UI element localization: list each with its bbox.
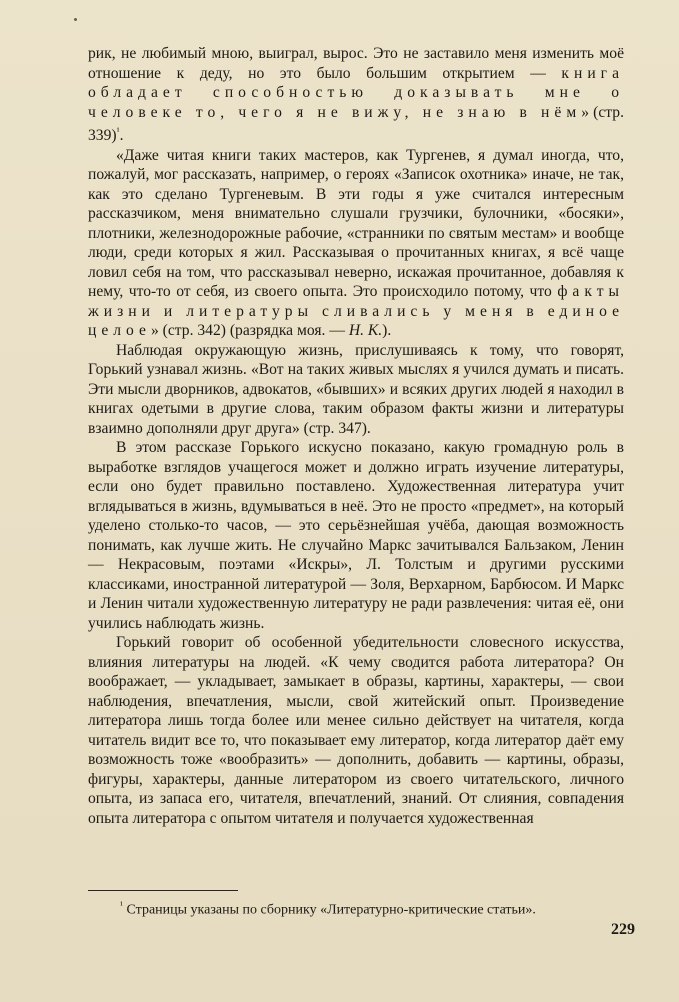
- spaced-emphasis: факты жизни и литературы сливались у меня в единое целое: [88, 283, 624, 340]
- paragraph: [88, 633, 624, 828]
- paragraph: [88, 44, 624, 146]
- footnote: [120, 897, 630, 920]
- print-speck: [74, 18, 77, 21]
- text-run: «Даже читая книги таких мастеров, как Тургенев, я думал иногда, что, пожалуй, мог рассказать, например, о героях «Записок охотника» иначе, не так, как это сделано Тургеневым. В эти годы я уже считался интересным рассказчиком, меня внимательно слушали грузчики, булочники, «босяки», плотники, железнодорожные рабочие, «странники по святым местам» и вообще люди, среди которых я жил. Рассказывая о прочитанных книгах, я всё чаще ловил себя на том, что рассказывал неверно, искажая прочитанное, добавляя к нему, что-то от себя, из своего опыта. Это происходило потому, что: [88, 146, 624, 301]
- footnote-divider: [88, 890, 238, 891]
- paragraph: [88, 146, 624, 341]
- text-run: .: [119, 127, 124, 145]
- text-run: Горький говорит об особенной убедительности словесного искусства, влияния литературы на людей. «К чему сводится работа литератора? Он воображает, — укладывает, замыкает в образы, картины, характеры, — свои наблюдения, впечатления, мысли, свой житейский опыт. Произведение литератора лишь тогда более или менее сильно действует на читателя, когда читатель видит все то, что показывает ему литератор, когда литератор даёт ему возможность тоже «вообразить» — дополнить, добавить — картины, образы, фигуры, характеры, данные литератором из своего читательского, личного опыта, из запаса его, читателя, впечатлений, знаний. От слияния, совпадения опыта литератора с опытом читателя и получается художественная: [88, 634, 624, 827]
- main-text: [88, 44, 624, 828]
- text-run: » (стр. 342) (разрядка моя. —: [150, 322, 349, 340]
- paragraph: [88, 341, 624, 439]
- paragraph: [88, 438, 624, 633]
- footnote-marker: ¹: [120, 900, 123, 911]
- page-number: 229: [611, 921, 635, 938]
- text-run: Н. К.: [348, 322, 383, 340]
- text-run: рик, не любимый мною, выиграл, вырос. Это не заставило меня изменить моё отношение к деду, но это было большим открытием —: [88, 45, 624, 82]
- footnote-ref: ¹: [116, 126, 120, 137]
- spaced-emphasis: книга обладает способностью доказывать мне о человеке то, чего я не вижу, не знаю в нём: [88, 64, 624, 121]
- text-run: ).: [382, 322, 392, 340]
- text-run: Наблюдая окружающую жизнь, прислушиваясь к тому, что говорят, Горький узнавал жизнь. «Вот на таких живых мыслях я учился думать и писать. Эти мысли дворников, адвокатов, «бывших» и всяких других людей я находил в книгах одетыми в другие слова, таким образом факты жизни и литературы взаимно дополняли друг друга» (стр. 347).: [88, 341, 624, 437]
- footnote-text: Страницы указаны по сборнику «Литературно-критические статьи».: [126, 902, 536, 918]
- text-run: » (стр. 339): [88, 103, 624, 145]
- text-run: В этом рассказе Горького искусно показано, какую громадную роль в выработке взглядов учащегося может и должно играть изучение литературы, если оно будет правильно поставлено. Художественная литература учит вглядываться в жизнь, вдумываться в неё. Это не просто «предмет», на который уделено столько-то часов, — это серьёзнейшая учёба, дающая возможность понимать, как лучше жить. Не случайно Маркс зачитывался Бальзаком, Ленин — Некрасовым, поэтами «Искры», Л. Толстым и другими русскими классиками, иностранной литературой — Золя, Верхарном, Барбюсом. И Маркс и Ленин читали художественную литературу не ради развлечения: читая её, они учились наблюдать жизнь.: [88, 439, 624, 632]
